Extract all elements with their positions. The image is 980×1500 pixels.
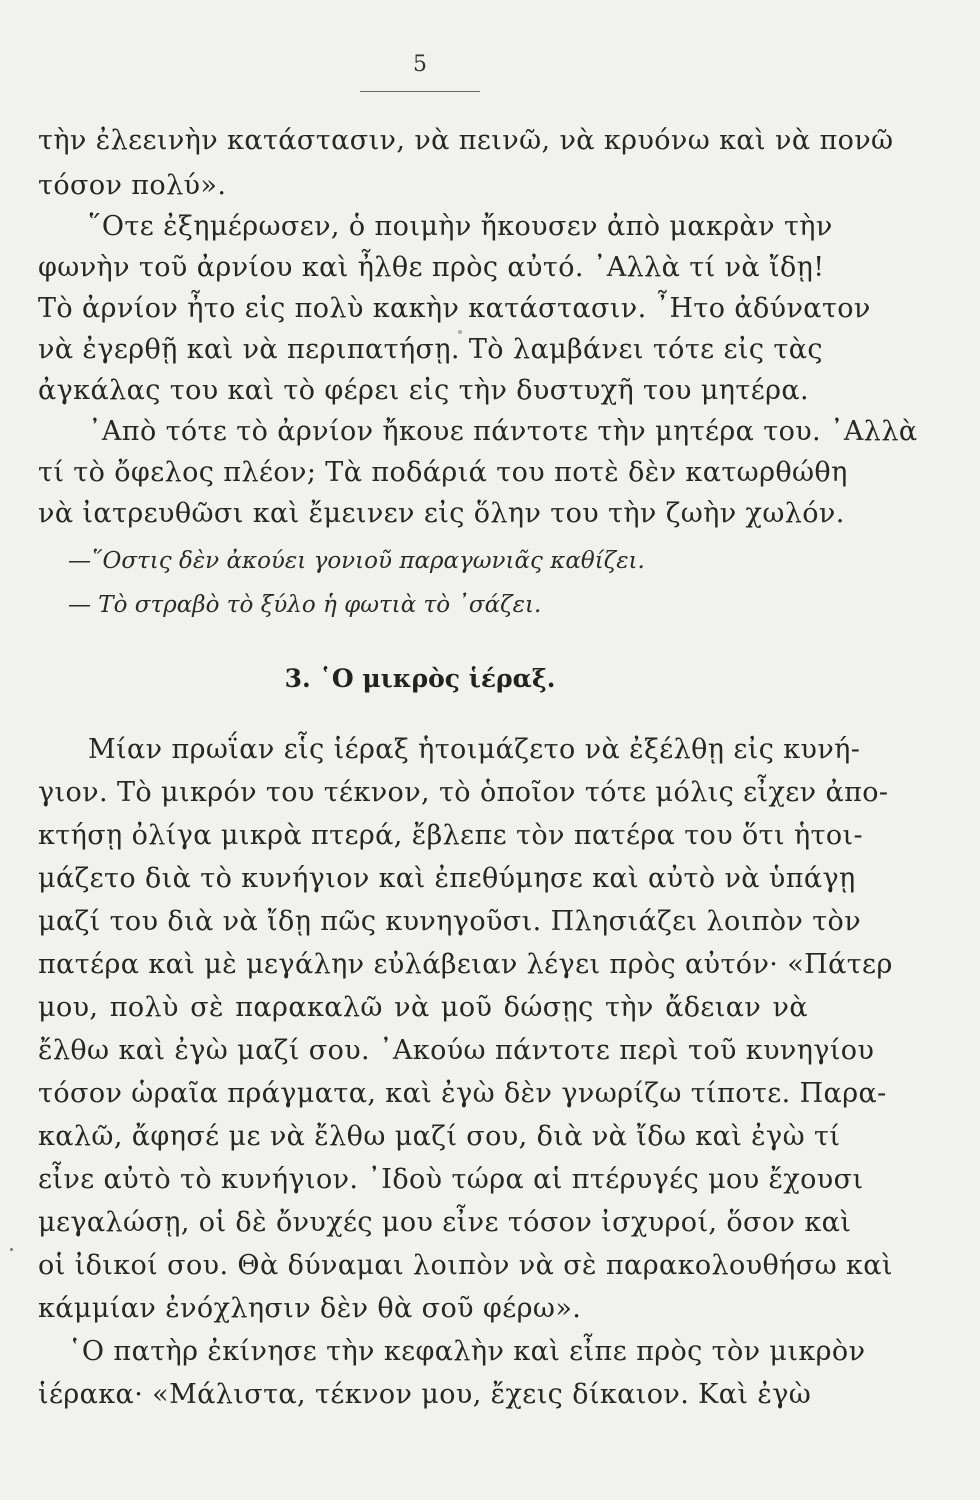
text-line: ἀγκάλας του καὶ τὸ φέρει εἰς τὴν δυστυχῆ του μητέρα. [38, 375, 809, 406]
text-line: μου, πολὺ σὲ παρακαλῶ νὰ μοῦ δώσῃς τὴν ἄδειαν νὰ [38, 992, 808, 1023]
page-number-rule [360, 91, 480, 92]
proverb-line: —῞Οστις δὲν ἀκούει γονιοῦ παραγωνιᾶς καθίζει. [68, 548, 645, 574]
text-line: τόσον πολύ». [38, 170, 227, 201]
text-line: Μίαν πρωΐαν εἷς ἱέραξ ἡτοιμάζετο νὰ ἐξέλθῃ εἰς κυνή- [88, 734, 861, 765]
text-line: τὴν ἐλεεινὴν κατάστασιν, νὰ πεινῶ, νὰ κρυόνω καὶ νὰ πονῶ [38, 125, 894, 156]
text-line: μάζετο διὰ τὸ κυνήγιον καὶ ἐπεθύμησε καὶ αὐτὸ νὰ ὑπάγῃ [38, 863, 856, 894]
text-line: ἔλθω καὶ ἐγὼ μαζί σου. ᾿Ακούω πάντοτε περὶ τοῦ κυνηγίου [38, 1035, 875, 1066]
text-line: καλῶ, ἄφησέ με νὰ ἔλθω μαζί σου, διὰ νὰ ἴδω καὶ ἐγὼ τί [38, 1121, 841, 1152]
text-line: ᾿Απὸ τότε τὸ ἀρνίον ἤκουε πάντοτε τὴν μητέρα του. ᾿Αλλὰ [88, 416, 918, 447]
text-line: κτήσῃ ὀλίγα μικρὰ πτερά, ἔβλεπε τὸν πατέρα του ὅτι ἡτοι- [38, 820, 864, 851]
section-heading: 3. ῾Ο μικρὸς ἱέραξ. [284, 664, 556, 693]
text-line: εἶνε αὐτὸ τὸ κυνήγιον. ᾿Ιδοὺ τώρα αἱ πτέρυγές μου ἔχουσι [38, 1164, 864, 1195]
print-speck [458, 330, 462, 334]
text-line: νὰ ἰατρευθῶσι καὶ ἔμεινεν εἰς ὅλην του τὴν ζωὴν χωλόν. [38, 498, 845, 529]
text-line: μεγαλώσῃ, οἱ δὲ ὄνυχές μου εἶνε τόσον ἰσχυροί, ὅσον καὶ [38, 1207, 852, 1238]
text-line: ῞Οτε ἐξημέρωσεν, ὁ ποιμὴν ἤκουσεν ἀπὸ μακρὰν τὴν [88, 211, 833, 242]
text-line: Τὸ ἀρνίον ἦτο εἰς πολὺ κακὴν κατάστασιν. ῏Ητο ἀδύνατον [38, 293, 871, 324]
text-line: πατέρα καὶ μὲ μεγάλην εὐλάβειαν λέγει πρὸς αὐτόν· «Πάτερ [38, 949, 893, 980]
text-line: ῾Ο πατὴρ ἐκίνησε τὴν κεφαλὴν καὶ εἶπε πρὸς τὸν μικρὸν [68, 1336, 866, 1367]
text-line: κάμμίαν ἐνόχλησιν δὲν θὰ σοῦ φέρω». [38, 1293, 582, 1324]
text-line: φωνὴν τοῦ ἀρνίου καὶ ἦλθε πρὸς αὐτό. ᾿Αλλὰ τί νὰ ἴδῃ! [38, 252, 825, 283]
text-line: τί τὸ ὄφελος πλέον; Τὰ ποδάριά του ποτὲ δὲν κατωρθώθη [38, 457, 848, 488]
text-line: τόσον ὡραῖα πράγματα, καὶ ἐγὼ δὲν γνωρίζω τίποτε. Παρα- [38, 1078, 887, 1109]
text-line: οἱ ἰδικοί σου. Θὰ δύναμαι λοιπὸν νὰ σὲ παρακολουθήσω καὶ [38, 1250, 893, 1281]
text-line: γιον. Τὸ μικρόν του τέκνον, τὸ ὁποῖον τότε μόλις εἶχεν ἀπο- [38, 777, 889, 808]
text-line: ἱέρακα· «Μάλιστα, τέκνον μου, ἔχεις δίκαιον. Καὶ ἐγὼ [38, 1379, 812, 1410]
text-line: μαζί του διὰ νὰ ἴδῃ πῶς κυνηγοῦσι. Πλησιάζει λοιπὸν τὸν [38, 906, 862, 937]
proverb-line: — Τὸ στραβὸ τὸ ξύλο ἡ φωτιὰ τὸ ᾿σάζει. [68, 592, 542, 618]
text-line: νὰ ἐγερθῇ καὶ νὰ περιπατήσῃ. Τὸ λαμβάνει τότε εἰς τὰς [38, 334, 823, 365]
page-number: 5 [413, 52, 427, 77]
print-speck [10, 1248, 13, 1251]
